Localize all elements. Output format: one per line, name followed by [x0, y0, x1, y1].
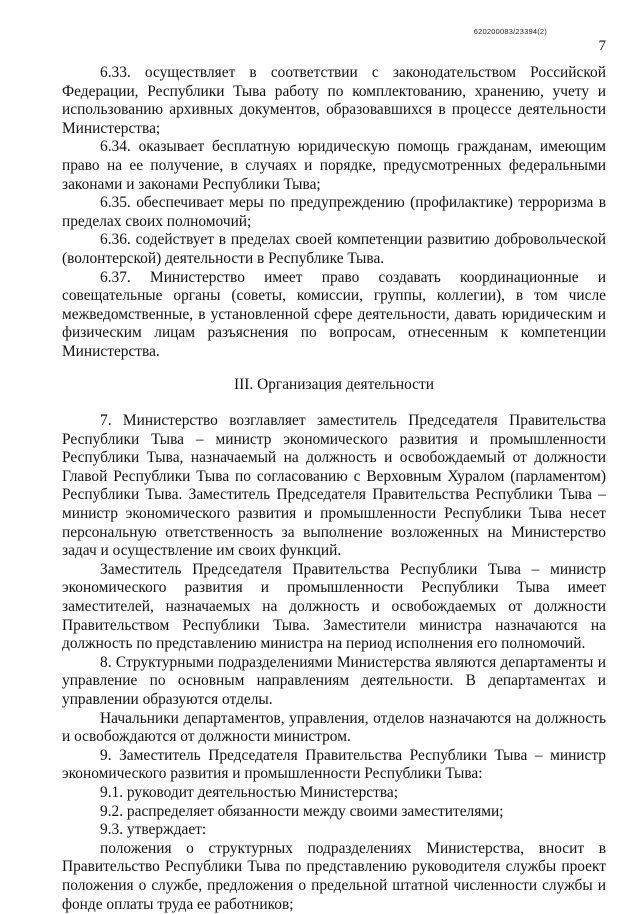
- paragraph-8: 8. Структурными подразделениями Министерства являются департаменты и управление по основным направлениям деятельности. В департаментах и управлении образуются отделы.: [62, 653, 606, 708]
- paragraph-6-34: 6.34. оказывает бесплатную юридическую помощь гражданам, имеющим право на ее получение, в случаях и порядке, предусмотренных федеральными законами и законами Республики Тыва;: [62, 138, 606, 193]
- paragraph-7: 7. Министерство возглавляет заместитель Председателя Правительства Республики Тыва – министр экономического развития и промышленности Республики Тыва, назначаемый на должность и освобождаемый от должности Главой Республики Тыва по согласованию с Верховным Хуралом (парламентом) Республики Тыва. Заместитель Председателя Правительства Республики Тыва – министр экономического развития и промышленности Республики Тыва несет персональную ответственность за выполнение возложенных на Министерство задач и осуществление им своих функций.: [62, 412, 606, 560]
- paragraph-6-37: 6.37. Министерство имеет право создавать координационные и совещательные органы (советы, комиссии, группы, коллегии), в том числе межведомственные, в установленной сфере деятельности, давать юридическим и физическим лицам разъяснения по вопросам, отнесенным к компетенции Министерства.: [62, 268, 606, 360]
- paragraph-9: 9. Заместитель Председателя Правительства Республики Тыва – министр экономического развития и промышленности Республики Тыва:: [62, 746, 606, 783]
- section-title: III. Организация деятельности: [234, 375, 434, 393]
- paragraph-9-3: 9.3. утверждает:: [100, 821, 207, 839]
- paragraph-9-2: 9.2. распределяет обязанности между своими заместителями;: [100, 802, 504, 820]
- page-number: 7: [598, 38, 606, 54]
- paragraph-9-3-positions: положения о структурных подразделениях Министерства, вносит в Правительство Республики Тыва по представлению руководителя службы проект положения о службе, предложения о предельной штатной численности службы и фонде оплаты труда ее работников;: [62, 839, 606, 913]
- document-body: [62, 64, 606, 914]
- paragraph-6-33: 6.33. осуществляет в соответствии с законодательством Российской Федерации, Республики Тыва работу по комплектованию, хранению, учету и использованию архивных документов, образовавшихся в процессе деятельности Министерства;: [62, 64, 606, 137]
- paragraph-7-deputies: Заместитель Председателя Правительства Республики Тыва – министр экономического развития и промышленности Республики Тыва имеет заместителей, назначаемых на должность и освобождаемых от должности Правительством Республики Тыва. Заместители министра назначаются на должность по представлению министра на период исполнения его полномочий.: [62, 560, 606, 653]
- paragraph-6-35: 6.35. обеспечивает меры по предупреждению (профилактике) терроризма в пределах своих полномочий;: [62, 194, 606, 230]
- paragraph-6-36: 6.36. содействует в пределах своей компетенции развитию добровольческой (волонтерской) деятельности в Республике Тыва.: [62, 231, 606, 267]
- paragraph-9-1: 9.1. руководит деятельностью Министерства;: [100, 783, 399, 801]
- paragraph-8-heads: Начальники департаментов, управления, отделов назначаются на должность и освобождаются от должности министром.: [62, 709, 606, 746]
- document-id: 620200083/23394(2): [473, 27, 547, 36]
